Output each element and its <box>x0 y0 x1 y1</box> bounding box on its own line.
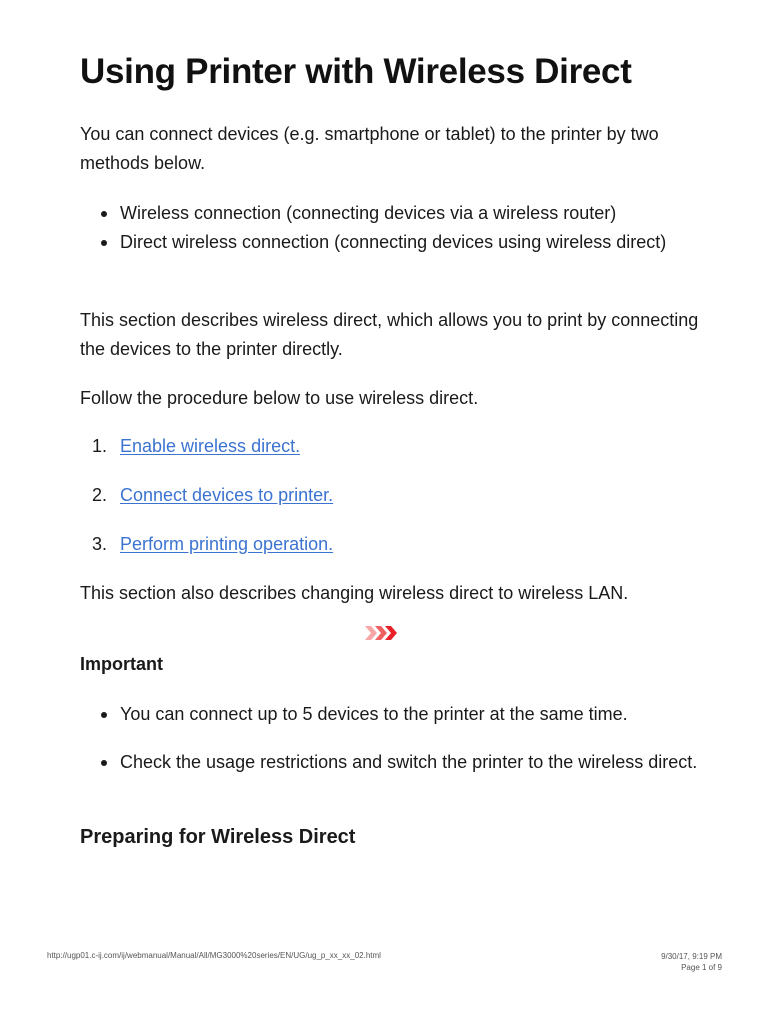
section-subheading: Preparing for Wireless Direct <box>80 826 356 848</box>
procedure-steps <box>80 432 700 579</box>
bullet-icon <box>101 240 107 246</box>
list-item <box>80 199 700 228</box>
important-list <box>80 700 700 777</box>
step-link-perform-printing[interactable]: Perform printing operation. <box>120 534 334 554</box>
bullet-icon <box>101 760 107 766</box>
important-heading: Important <box>80 654 163 674</box>
list-item-text: Direct wireless connection (connecting devices using wireless direct) <box>120 232 667 252</box>
chevrons-right-icon <box>365 626 399 640</box>
step-number: 2. <box>92 485 108 505</box>
step-item <box>80 432 700 461</box>
also-description: This section also describes changing wireless direct to wireless LAN. <box>80 583 629 603</box>
step-item <box>80 530 700 559</box>
list-item-text: Wireless connection (connecting devices via a wireless router) <box>120 203 617 223</box>
bullet-icon <box>101 211 107 217</box>
footer-datetime: 9/30/17, 9:19 PM <box>661 952 722 961</box>
footer-info <box>661 951 722 973</box>
methods-list <box>80 199 700 257</box>
step-item <box>80 481 700 510</box>
page-title: Using Printer with Wireless Direct <box>80 52 632 91</box>
list-item <box>80 748 700 777</box>
section-description: This section describes wireless direct, which allows you to print by connecting the devices to the printer directly. <box>80 310 699 359</box>
list-item <box>80 700 700 729</box>
step-link-connect-devices[interactable]: Connect devices to printer. <box>120 485 334 505</box>
footer-page-number: Page 1 of 9 <box>681 963 722 972</box>
bullet-icon <box>101 712 107 718</box>
step-number: 1. <box>92 436 108 456</box>
procedure-intro: Follow the procedure below to use wireless direct. <box>80 388 479 408</box>
footer-url: http://ugp01.c-ij.com/ij/webmanual/Manual/All/MG3000%20series/EN/UG/ug_p_xx_xx_02.html <box>47 951 381 960</box>
list-item <box>80 228 700 257</box>
intro-paragraph: You can connect devices (e.g. smartphone or tablet) to the printer by two methods below. <box>80 124 659 173</box>
list-item-text: You can connect up to 5 devices to the printer at the same time. <box>120 704 628 724</box>
step-number: 3. <box>92 534 108 554</box>
step-link-enable-wireless-direct[interactable]: Enable wireless direct. <box>120 436 301 456</box>
list-item-text: Check the usage restrictions and switch the printer to the wireless direct. <box>120 752 698 772</box>
